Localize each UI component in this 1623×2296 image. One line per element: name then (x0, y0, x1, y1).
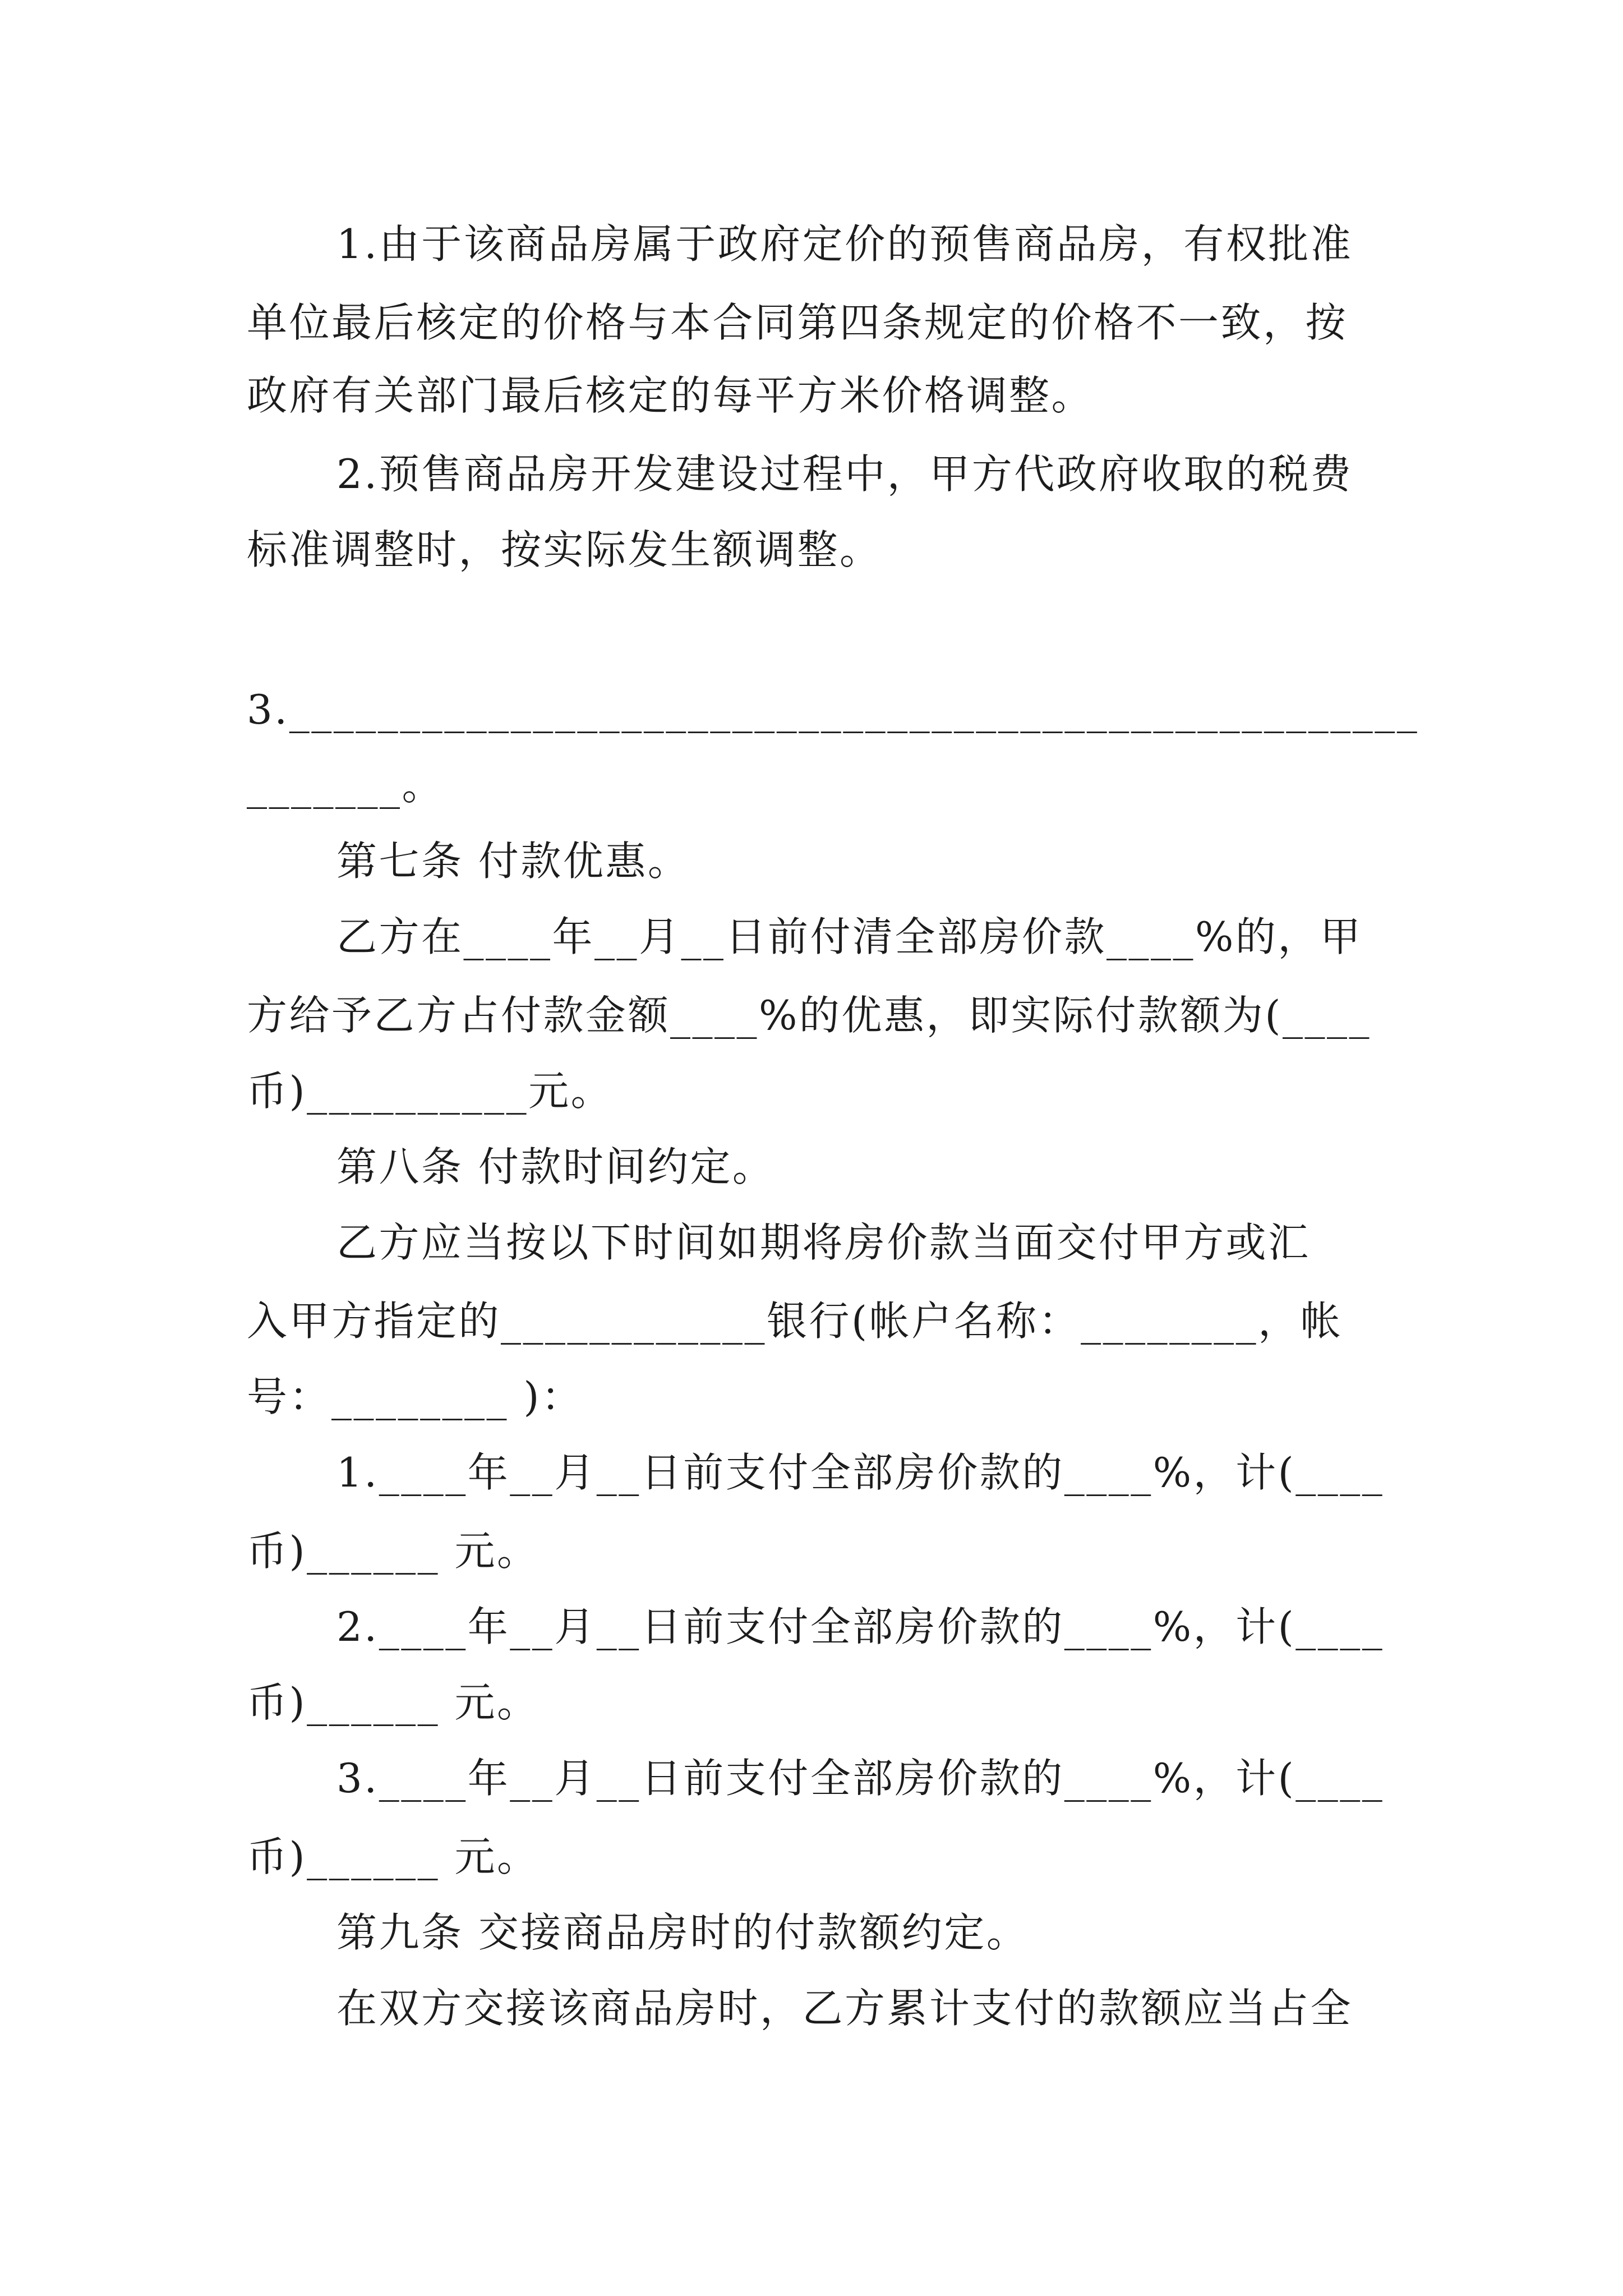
clause-8-body-line-1: 乙方应当按以下时间如期将房价款当面交付甲方或汇 (336, 1219, 1311, 1266)
clause-6-item-3-line-2: _______。 (247, 762, 445, 809)
payment-item-2-line-2: 币)______ 元。 (247, 1679, 540, 1726)
clause-6-item-1-line-3: 政府有关部门最后核定的每平方米价格调整。 (247, 372, 1094, 419)
clause-8-heading: 第八条 付款时间约定。 (336, 1143, 775, 1190)
clause-7-body-line-1: 乙方在____年__月__日前付清全部房价款____%的，甲 (336, 913, 1363, 960)
payment-item-1-line-2: 币)______ 元。 (247, 1527, 540, 1575)
clause-6-item-1-line-1: 1.由于该商品房属于政府定价的预售商品房，有权批准 (336, 220, 1353, 268)
payment-item-1-line-1: 1.____年__月__日前支付全部房价款的____%，计(____ (336, 1449, 1385, 1496)
payment-item-3-line-1: 3.____年__月__日前支付全部房价款的____%，计(____ (336, 1755, 1385, 1802)
clause-7-body-line-2: 方给予乙方占付款金额____%的优惠，即实际付款额为(____ (247, 992, 1372, 1039)
clause-6-item-2-line-1: 2.预售商品房开发建设过程中，甲方代政府收取的税费 (336, 450, 1353, 498)
clause-7-heading: 第七条 付款优惠。 (336, 838, 690, 885)
clause-6-item-1-line-2: 单位最后核定的价格与本合同第四条规定的价格不一致，按 (247, 299, 1348, 346)
clause-7-body-line-3: 币)__________元。 (247, 1068, 614, 1115)
clause-6-item-2-line-2: 标准调整时，按实际发生额调整。 (247, 526, 882, 573)
clause-8-body-line-2: 入甲方指定的____________银行(帐户名称：________，帐 (247, 1297, 1343, 1345)
clause-6-item-3-line-1: 3.___________________________________________________ (247, 686, 1419, 733)
payment-item-2-line-1: 2.____年__月__日前支付全部房价款的____%，计(____ (336, 1603, 1385, 1650)
payment-item-3-line-2: 币)______ 元。 (247, 1833, 540, 1880)
clause-8-body-line-3: 号：________ )： (247, 1373, 584, 1420)
clause-9-heading: 第九条 交接商品房时的付款额约定。 (336, 1909, 1029, 1956)
clause-9-body-line-1: 在双方交接该商品房时，乙方累计支付的款额应当占全 (336, 1985, 1353, 2032)
